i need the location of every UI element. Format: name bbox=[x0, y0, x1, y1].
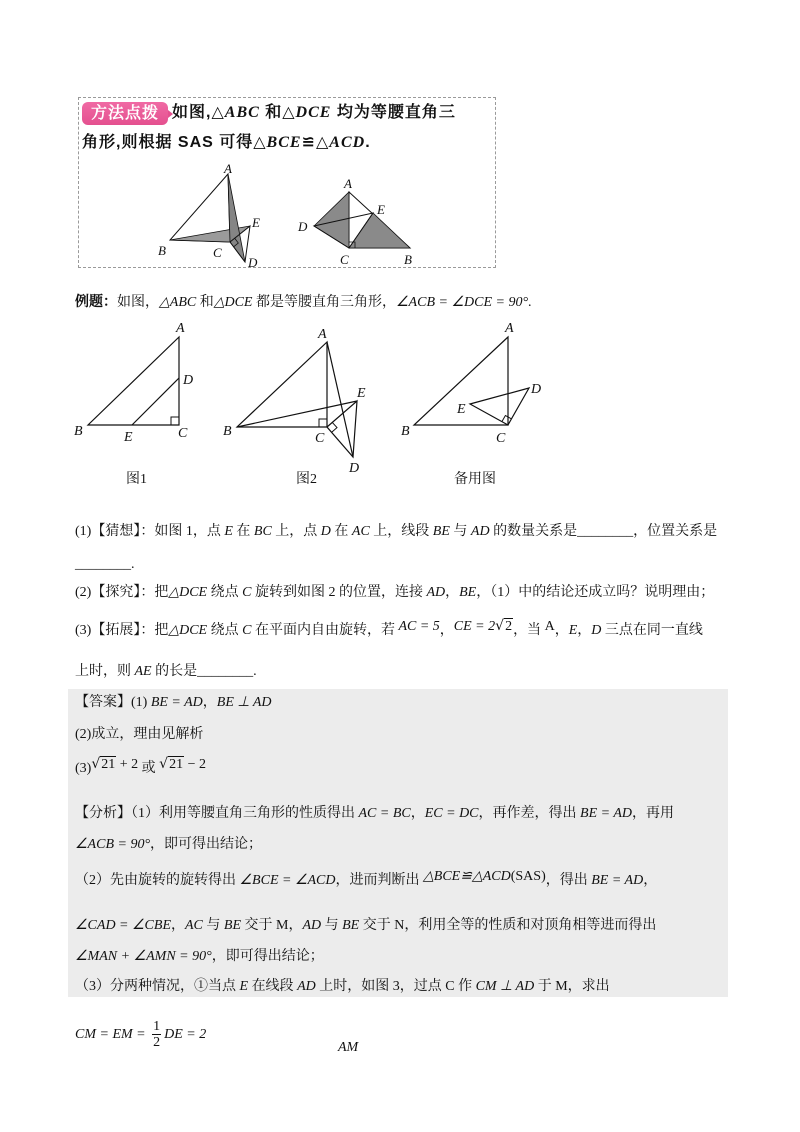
tip-math: BCE bbox=[266, 134, 302, 151]
body-text: ， bbox=[410, 806, 425, 821]
segment-ad bbox=[327, 342, 353, 457]
math-expression: BE bbox=[223, 918, 241, 933]
answer-line-3 bbox=[75, 758, 206, 778]
body-text: 绕点 bbox=[207, 623, 243, 638]
math-expression: CM ⊥ AD bbox=[475, 979, 535, 994]
body-text: 与 bbox=[321, 918, 343, 933]
math-expression-part: CE = 2 bbox=[453, 619, 496, 634]
body-text: 上，点 bbox=[271, 524, 321, 539]
body-text: ，位置关系是 bbox=[633, 524, 718, 539]
right-angle-marker bbox=[171, 417, 179, 425]
shaded-triangle-acd bbox=[228, 174, 245, 262]
vertex-label-e: E bbox=[457, 402, 466, 417]
analysis-line-5 bbox=[75, 947, 324, 967]
math-expression: CM = EM = bbox=[75, 1027, 150, 1042]
question-1-line-1 bbox=[75, 522, 717, 542]
vertex-label-e: E bbox=[377, 202, 385, 217]
body-text: ，进而判断出 bbox=[335, 873, 423, 888]
body-text: ，得出 bbox=[545, 873, 592, 888]
tip-math: ACD bbox=[329, 134, 366, 151]
radical-sign: √ bbox=[159, 756, 169, 772]
body-text: 在 bbox=[330, 524, 352, 539]
body-text: 旋转到如图 2 的位置，连接 bbox=[251, 585, 427, 600]
math-expression: C bbox=[242, 585, 252, 600]
math-expression-part: − 2 bbox=[184, 757, 206, 772]
radicand: 21 bbox=[101, 757, 116, 772]
method-tip-badge bbox=[82, 102, 168, 125]
segment-de bbox=[132, 378, 179, 425]
fraction-denominator: 2 bbox=[153, 1035, 161, 1051]
body-text: 上时，则 bbox=[75, 664, 135, 679]
body-text: 在线段 bbox=[248, 979, 298, 994]
body-text: 与 bbox=[202, 918, 224, 933]
body-text: ， bbox=[445, 585, 460, 600]
math-expression: BE = AD bbox=[591, 873, 644, 888]
vertex-label-d: D bbox=[298, 219, 308, 234]
figure-2 bbox=[220, 325, 375, 475]
answer-blank: ________ bbox=[197, 664, 254, 679]
math-expression: AD bbox=[426, 585, 446, 600]
body-text: (3) bbox=[75, 761, 92, 776]
body-text: 或 bbox=[138, 761, 160, 776]
vertex-label-c: C bbox=[213, 245, 222, 260]
radicand: 21 bbox=[169, 757, 184, 772]
math-expression: M bbox=[555, 979, 568, 994]
vertex-label-e: E bbox=[124, 430, 133, 445]
math-expression: C bbox=[242, 623, 252, 638]
body-text: ，利用全等的性质和对顶角相等进而得出 bbox=[404, 918, 657, 933]
example-label: 例题： bbox=[75, 295, 117, 310]
analysis-line-1 bbox=[75, 804, 674, 824]
math-expression: ∠CAD = ∠CBE bbox=[75, 918, 171, 933]
body-text: 绕点 bbox=[207, 585, 243, 600]
vertex-label-b: B bbox=[401, 424, 410, 439]
vertex-label-b: B bbox=[223, 424, 232, 439]
triangle-dce bbox=[470, 388, 529, 425]
vertex-label-a: A bbox=[176, 321, 185, 336]
body-text: 于 bbox=[534, 979, 556, 994]
fraction-one-half bbox=[152, 1019, 161, 1050]
math-expression: N bbox=[394, 918, 405, 933]
math-expression: D bbox=[591, 623, 602, 638]
figure-spare-caption: 备用图 bbox=[454, 472, 496, 487]
body-text: ，当 bbox=[513, 623, 545, 638]
body-text: ，再作差，得出 bbox=[478, 806, 581, 821]
vertex-label-c: C bbox=[496, 431, 506, 446]
figure-2-caption: 图2 bbox=[296, 472, 317, 487]
math-expression: AD bbox=[470, 524, 490, 539]
body-text: ， bbox=[171, 918, 185, 933]
fraction-numerator: 1 bbox=[153, 1019, 161, 1035]
answer-panel bbox=[68, 689, 728, 997]
analysis-line-4 bbox=[75, 916, 656, 936]
body-text: 三点在同一直线 bbox=[601, 623, 703, 638]
vertex-label-a: A bbox=[344, 176, 352, 191]
radicand: 2 bbox=[505, 619, 513, 634]
figure-spare bbox=[398, 318, 548, 446]
math-expression: △DCE bbox=[168, 585, 208, 600]
vertex-label-b: B bbox=[74, 424, 83, 439]
math-expression: AE bbox=[134, 664, 152, 679]
math-expression: AC bbox=[351, 524, 370, 539]
method-tip-badge-label: 方法点拨 bbox=[90, 105, 159, 122]
math-expression: ∠MAN + ∠AMN = 90° bbox=[75, 949, 212, 964]
tip-line-1 bbox=[172, 101, 456, 125]
body-text: ，再用 bbox=[632, 806, 674, 821]
math-expression: E bbox=[239, 979, 249, 994]
analysis-formula-am: AM bbox=[338, 1040, 359, 1055]
math-expression: AD bbox=[302, 918, 322, 933]
vertex-label-c: C bbox=[340, 252, 349, 267]
body-text: 和 bbox=[196, 295, 214, 310]
figure-1 bbox=[70, 318, 200, 445]
math-expression: BE bbox=[342, 918, 360, 933]
vertex-label-e: E bbox=[252, 215, 260, 230]
body-text: 上时，如图 3，过点 bbox=[315, 979, 446, 994]
math-expression: D bbox=[320, 524, 331, 539]
vertex-label-a: A bbox=[224, 161, 232, 176]
vertex-label-d: D bbox=[248, 255, 258, 270]
vertex-label-a: A bbox=[318, 327, 327, 342]
radical-sign: √ bbox=[495, 618, 505, 634]
body-text: . bbox=[131, 557, 135, 572]
tip-text: 角形,则根据 SAS 可得△ bbox=[82, 134, 267, 151]
vertex-label-b: B bbox=[158, 243, 166, 258]
math-expression: BE = AD bbox=[150, 695, 203, 710]
body-text: ，即可得出结论； bbox=[150, 837, 263, 852]
tip-text: 和△ bbox=[259, 104, 296, 121]
math-expression: BC bbox=[253, 524, 272, 539]
body-text: ，求出 bbox=[567, 979, 610, 994]
math-expression: AC bbox=[185, 918, 203, 933]
tip-text: 均为等腰直角三 bbox=[331, 104, 456, 121]
body-text: ， bbox=[288, 918, 303, 933]
math-expression: BE bbox=[432, 524, 450, 539]
body-text: ，即可得出结论； bbox=[211, 949, 324, 964]
math-expression: A bbox=[544, 619, 555, 634]
vertex-label-c: C bbox=[315, 431, 325, 446]
tip-line-2 bbox=[82, 131, 371, 155]
body-text: ， bbox=[554, 623, 569, 638]
vertex-label-d: D bbox=[349, 461, 360, 476]
right-angle-marker bbox=[319, 419, 327, 427]
math-expression: ∠ACB = ∠DCE = 90° bbox=[396, 295, 529, 310]
body-text: 的数量关系是 bbox=[489, 524, 578, 539]
tip-text: . bbox=[365, 134, 371, 151]
math-expression-part: + 2 bbox=[116, 757, 139, 772]
math-expression: AC = 5 bbox=[398, 619, 440, 634]
segment-be bbox=[237, 401, 357, 427]
question-2-line-1 bbox=[75, 583, 714, 603]
tip-text: 如图,△ bbox=[172, 104, 225, 121]
body-text: . bbox=[253, 664, 257, 679]
vertex-label-c: C bbox=[178, 426, 188, 441]
math-expression: C bbox=[445, 979, 455, 994]
tip-math: DCE bbox=[295, 104, 332, 121]
question-1-line-2 bbox=[75, 555, 135, 575]
body-text: 的长是 bbox=[151, 664, 198, 679]
body-text: . bbox=[528, 295, 532, 310]
math-expression: △BCE≌△ACD bbox=[423, 869, 511, 884]
example-intro bbox=[75, 293, 532, 313]
body-text: (1)【猜想】：如图 1，点 bbox=[75, 524, 225, 539]
math-expression: BE = AD bbox=[580, 806, 632, 821]
math-expression bbox=[91, 757, 138, 772]
math-expression: BE bbox=[459, 585, 477, 600]
body-text: 与 bbox=[449, 524, 471, 539]
analysis-formula-line bbox=[75, 1017, 206, 1053]
body-text: （3）分两种情况，①当点 bbox=[75, 979, 240, 994]
body-text: 【答案】(1) bbox=[75, 695, 151, 710]
body-text: 都是等腰直角三角形， bbox=[252, 295, 396, 310]
method-tip-box bbox=[78, 97, 496, 268]
math-expression: AC = BC bbox=[358, 806, 411, 821]
question-3-line-1 bbox=[75, 620, 703, 640]
math-expression: EC = DC bbox=[424, 806, 479, 821]
question-3-line-2 bbox=[75, 662, 257, 682]
body-text: (2)成立，理由见解析 bbox=[75, 727, 204, 742]
triangle-abc bbox=[88, 337, 179, 425]
tip-figure-right bbox=[290, 172, 425, 268]
math-expression: (SAS) bbox=[510, 869, 546, 884]
body-text: ， bbox=[577, 623, 592, 638]
answer-line-2 bbox=[75, 725, 203, 745]
math-expression: △ABC bbox=[159, 295, 197, 310]
body-text: 交于 bbox=[359, 918, 395, 933]
body-text: 【分析】（1）利用等腰直角三角形的性质得出 bbox=[75, 806, 359, 821]
body-text: 如图， bbox=[117, 295, 159, 310]
body-text: 上，线段 bbox=[369, 524, 433, 539]
body-text: 在 bbox=[232, 524, 254, 539]
body-text: ， bbox=[439, 623, 454, 638]
math-expression: DE = 2 bbox=[164, 1027, 207, 1042]
answer-blank: ________ bbox=[577, 524, 634, 539]
vertex-label-d: D bbox=[183, 373, 194, 388]
body-text: 在平面内自由旋转，若 bbox=[251, 623, 399, 638]
math-expression: AD bbox=[297, 979, 316, 994]
math-expression: ∠ACB = 90° bbox=[75, 837, 151, 852]
analysis-line-3 bbox=[75, 871, 657, 891]
body-text: (3)【拓展】：把 bbox=[75, 623, 169, 638]
vertex-label-a: A bbox=[505, 321, 514, 336]
body-text: 交于 bbox=[241, 918, 276, 933]
tip-text: ≌△ bbox=[301, 134, 330, 151]
math-expression: △DCE bbox=[168, 623, 208, 638]
triangle-abc bbox=[237, 342, 327, 427]
analysis-line-6 bbox=[75, 977, 610, 997]
body-text: ， bbox=[202, 695, 217, 710]
vertex-label-e: E bbox=[357, 386, 366, 401]
body-text: (2)【探究】：把 bbox=[75, 585, 169, 600]
math-expression: △DCE bbox=[213, 295, 253, 310]
answer-line-1 bbox=[75, 693, 272, 713]
analysis-line-2 bbox=[75, 835, 262, 855]
vertex-label-b: B bbox=[404, 252, 412, 267]
math-expression: E bbox=[568, 623, 578, 638]
vertex-label-d: D bbox=[531, 382, 542, 397]
tip-math: ABC bbox=[224, 104, 260, 121]
right-angle-marker bbox=[332, 422, 337, 432]
math-expression: E bbox=[224, 524, 233, 539]
body-text: 作 bbox=[454, 979, 476, 994]
shaded-triangle-acd bbox=[314, 192, 349, 248]
math-expression: M bbox=[276, 918, 289, 933]
body-text: ，（1）中的结论还成立吗？说明理由； bbox=[476, 585, 715, 600]
body-text: ， bbox=[643, 873, 658, 888]
figure-1-caption: 图1 bbox=[126, 472, 147, 487]
tip-figure-left bbox=[145, 160, 275, 268]
radical-sign: √ bbox=[91, 756, 101, 772]
math-expression bbox=[159, 757, 206, 772]
math-expression bbox=[454, 619, 513, 634]
answer-blank: ________ bbox=[75, 557, 131, 572]
math-expression: ∠BCE = ∠ACD bbox=[239, 873, 336, 888]
math-expression: BE ⊥ AD bbox=[216, 695, 272, 710]
body-text: （2）先由旋转的旋转得出 bbox=[75, 873, 240, 888]
